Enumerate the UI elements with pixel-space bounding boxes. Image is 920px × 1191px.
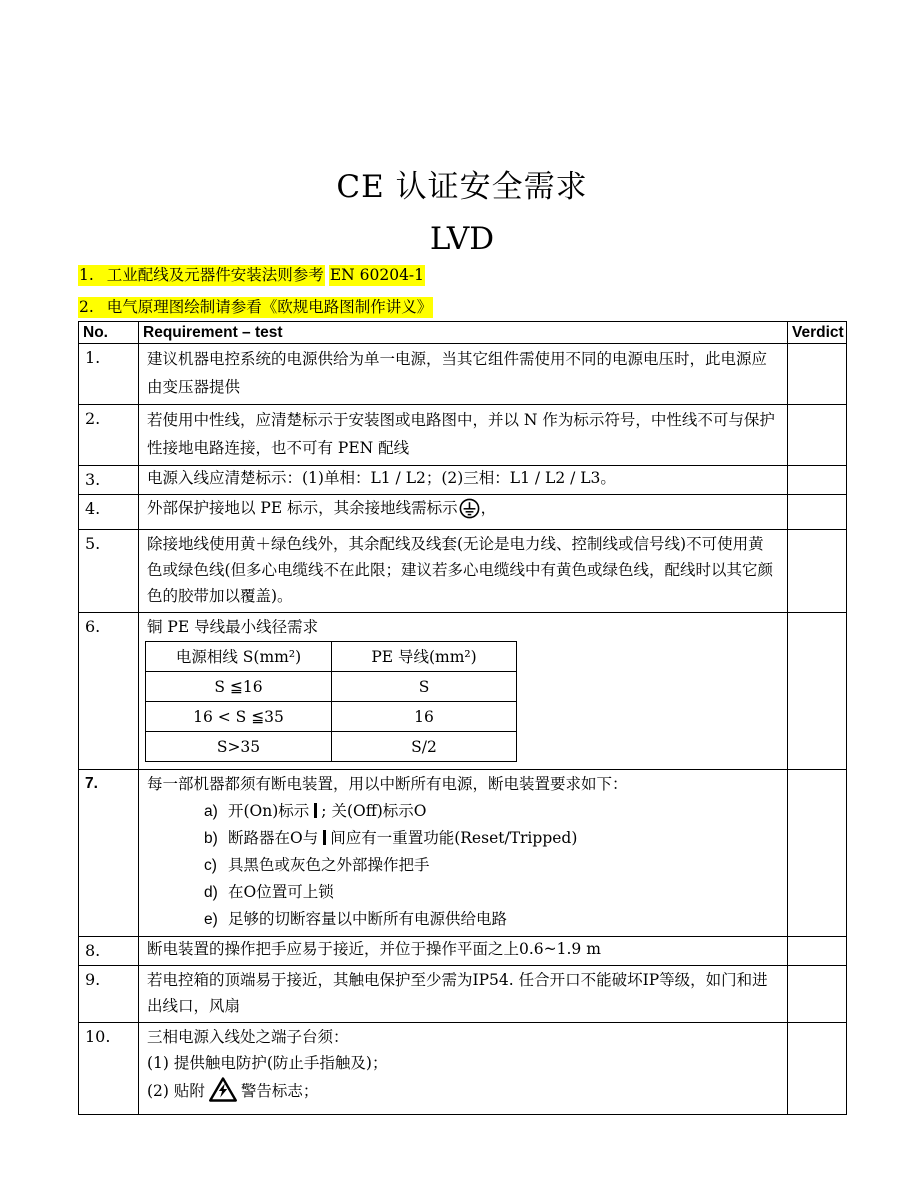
note-line-2 [78, 297, 846, 318]
row-10-line-2 [147, 1076, 779, 1111]
row-1-verdict [788, 344, 847, 405]
row-5-no: 5. [79, 530, 139, 613]
item-a-label: a) [204, 803, 218, 820]
table-row-10 [79, 1023, 847, 1115]
item-a-text-after: ; 关(Off)标示O [321, 802, 427, 820]
spec-row-1-pe: S [332, 672, 517, 702]
row-7-item-b [147, 825, 779, 852]
row-9-verdict [788, 966, 847, 1023]
row-6-verdict [788, 613, 847, 770]
row-10-requirement [139, 1023, 788, 1115]
note-1-reference: EN 60204-1 [329, 266, 425, 284]
note-line-1 [78, 265, 846, 286]
spec-row-2-pe: 16 [332, 702, 517, 732]
row-10-line-2-before: (2) 贴附 [147, 1082, 205, 1100]
row-7-item-c [147, 852, 779, 879]
item-c-label: c) [204, 857, 217, 874]
spec-row-3-pe: S/2 [332, 732, 517, 762]
row-6-requirement [139, 613, 788, 770]
spec-row-2 [146, 702, 517, 732]
row-7-intro: 每一部机器都须有断电装置，用以中断所有电源，断电装置要求如下： [147, 775, 628, 793]
row-4-text-after: ， [480, 499, 497, 517]
header-requirement: Requirement – test [139, 322, 788, 344]
table-header-row [79, 322, 847, 344]
row-5-verdict [788, 530, 847, 613]
note-1-highlight [78, 265, 325, 286]
row-4-no: 4. [79, 495, 139, 530]
table-row-5 [79, 530, 847, 613]
spec-header-pe: PE 导线(mm²) [332, 642, 517, 672]
row-7-item-a [147, 798, 779, 825]
row-5-requirement: 除接地线使用黄＋绿色线外，其余配线及线套(无论是电力线、控制线或信号线)不可使用黄色或绿色线(但多心电缆线不在此限；建议若多心电缆线中有黄色或绿色线，配线时以其它颜色的胶带加以覆盖)。 [139, 530, 788, 613]
spec-header-row [146, 642, 517, 672]
on-position-bar-icon [314, 803, 317, 818]
row-9-requirement: 若电控箱的顶端易于接近，其触电保护至少需为IP54. 任合开口不能破坏IP等级，如门和进出线口，风扇 [139, 966, 788, 1023]
table-row-2 [79, 405, 847, 466]
row-6-caption: 铜 PE 导线最小线径需求 [147, 618, 319, 636]
table-row-9 [79, 966, 847, 1023]
note-1-number: 1. [79, 266, 94, 284]
row-8-no: 8. [79, 937, 139, 966]
row-10-line-1: (1) 提供触电防护(防止手指触及)； [147, 1054, 388, 1072]
item-e-text: 足够的切断容量以中断所有电源供给电路 [228, 910, 508, 928]
row-3-verdict [788, 466, 847, 495]
item-d-text: 在O位置可上锁 [228, 883, 334, 901]
table-row-1 [79, 344, 847, 405]
document-page [78, 168, 846, 1115]
table-row-6 [79, 613, 847, 770]
document-subtitle: LVD [429, 221, 495, 257]
row-1-requirement: 建议机器电控系统的电源供给为单一电源，当其它组件需使用不同的电源电压时，此电源应由变压器提供 [139, 344, 788, 405]
item-b-text-before: 断路器在O与 [228, 829, 319, 847]
item-d-label: d) [204, 884, 218, 901]
item-e-label: e) [204, 911, 218, 928]
row-4-text-before: 外部保护接地以 PE 标示，其余接地线需标示 [147, 499, 458, 517]
row-2-verdict [788, 405, 847, 466]
spec-row-3 [146, 732, 517, 762]
item-b-label: b) [204, 830, 218, 847]
row-7-no: 7. [79, 770, 139, 937]
pe-conductor-spec-table [145, 641, 517, 762]
row-10-no: 10. [79, 1023, 139, 1115]
row-7-item-d [147, 879, 779, 906]
table-row-3 [79, 466, 847, 495]
header-verdict: Verdict [788, 322, 847, 344]
row-3-requirement: 电源入线应清楚标示：(1)单相：L1 / L2；(2)三相：L1 / L2 / L3。 [139, 466, 788, 495]
protective-earth-icon [459, 498, 480, 526]
row-3-no: 3. [79, 466, 139, 495]
item-c-text: 具黑色或灰色之外部操作把手 [228, 856, 430, 874]
note-2-text: 电气原理图绘制请参看《欧规电路图制作讲义》 [106, 298, 433, 316]
row-2-no: 2. [79, 405, 139, 466]
row-8-verdict [788, 937, 847, 966]
high-voltage-warning-icon [208, 1076, 238, 1111]
item-b-text-after: 间应有一重置功能(Reset/Tripped) [330, 829, 578, 847]
row-1-no: 1. [79, 344, 139, 405]
note-2-number: 2. [79, 298, 94, 316]
row-2-requirement: 若使用中性线，应清楚标示于安装图或电路图中，并以 N 作为标示符号，中性线不可与保护性接地电路连接，也不可有 PEN 配线 [139, 405, 788, 466]
spec-row-1-phase: S ≦16 [146, 672, 332, 702]
spec-row-2-phase: 16 < S ≦35 [146, 702, 332, 732]
on-position-bar-icon [323, 830, 326, 845]
spec-row-1 [146, 672, 517, 702]
row-8-requirement: 断电装置的操作把手应易于接近，并位于操作平面之上0.6~1.9 m [139, 937, 788, 966]
row-7-verdict [788, 770, 847, 937]
row-6-no: 6. [79, 613, 139, 770]
note-1-text: 工业配线及元器件安装法则参考 [106, 266, 324, 284]
row-10-intro: 三相电源入线处之端子台须： [147, 1028, 349, 1046]
item-a-text-before: 开(On)标示 [228, 802, 310, 820]
row-7-requirement [139, 770, 788, 937]
row-4-verdict [788, 495, 847, 530]
header-no: No. [79, 322, 139, 344]
spec-row-3-phase: S>35 [146, 732, 332, 762]
row-9-no: 9. [79, 966, 139, 1023]
note-2-highlight [78, 297, 433, 318]
spec-header-phase: 电源相线 S(mm²) [146, 642, 332, 672]
table-row-7 [79, 770, 847, 937]
row-10-line-2-after: 警告标志； [240, 1082, 319, 1100]
document-title: CE 认证安全需求 [336, 169, 588, 205]
row-10-verdict [788, 1023, 847, 1115]
row-4-requirement [139, 495, 788, 530]
table-row-4 [79, 495, 847, 530]
table-row-8 [79, 937, 847, 966]
requirements-table [78, 321, 847, 1115]
row-7-item-e [147, 906, 779, 933]
